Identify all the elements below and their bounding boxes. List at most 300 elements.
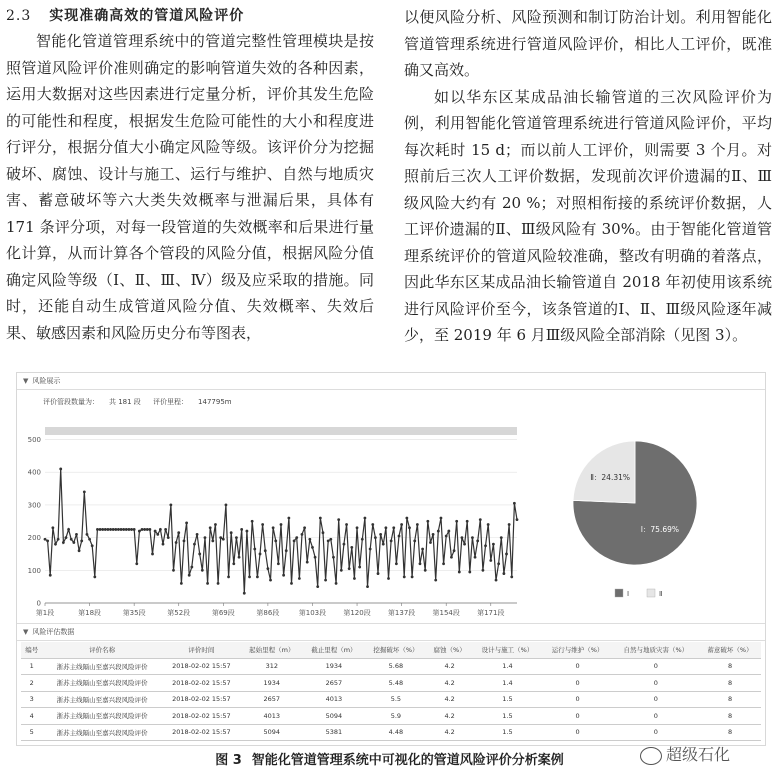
data-point [225, 504, 228, 507]
data-point [497, 562, 500, 565]
x-tick-label: 第120段 [343, 609, 371, 617]
mileage-label: 评价里程： [153, 398, 189, 406]
table-cell: 5.68 [365, 658, 427, 675]
data-point [256, 575, 259, 578]
x-tick-label: 第86段 [256, 609, 280, 617]
data-point [392, 526, 395, 529]
table-cell: 4.2 [427, 658, 473, 675]
data-point [193, 543, 196, 546]
mileage: 147795m [198, 398, 232, 406]
data-point [138, 530, 141, 533]
section-heading [6, 4, 374, 28]
data-point [364, 517, 367, 520]
risk-score-series-line [45, 469, 517, 593]
legend-label: Ⅱ [659, 590, 663, 598]
table-header-cell: 蓄意破坏（%） [699, 642, 761, 658]
data-point [421, 548, 424, 551]
data-point [458, 571, 461, 574]
data-point [269, 579, 272, 582]
data-point [319, 517, 322, 520]
data-point [238, 556, 241, 559]
body-paragraph: 如以华东区某成品油长输管道的三次风险评价为例，利用智能化管道管理系统进行管道风险评价，平均每次耗时 15 d；而以前人工评价，则需要 3 个月。对照前后三次人工评价数据，发现前次评价遗漏的Ⅱ、Ⅲ级风险大约有 20 %；对照相衔接的系统评价数据，人工评价遗漏的Ⅱ、Ⅲ级风险有 30%。由于智能化管道管理系统评价的管道风险较准确，整改有明确的着落点，因此华东区某成品油长输管道自 2018 年初使用该系统进行风险评价至今，该条管道的Ⅰ、Ⅱ、Ⅲ级风险逐年减少，至 2019 年 6 月Ⅲ级风险全部消除（见图 3）。 [404, 87, 772, 344]
table-cell: 4.48 [365, 724, 427, 741]
data-point [272, 526, 275, 529]
data-point [107, 528, 110, 531]
data-point [353, 577, 356, 580]
data-point [148, 528, 151, 531]
x-tick-label: 第18段 [78, 609, 102, 617]
data-point [340, 569, 343, 572]
data-point [120, 528, 123, 531]
data-point [361, 538, 364, 541]
data-point [358, 566, 361, 569]
table-cell: 8 [699, 691, 761, 708]
data-point [274, 539, 277, 542]
data-point [437, 530, 440, 533]
data-point [80, 539, 83, 542]
data-point [395, 562, 398, 565]
data-point [248, 575, 251, 578]
risk-data-table [21, 642, 761, 741]
data-point [466, 520, 469, 523]
table-cell: 0 [613, 724, 699, 741]
table-cell: 2018-02-02 15:57 [162, 675, 241, 692]
data-point [57, 538, 60, 541]
data-point [190, 566, 193, 569]
watermark-text: 超级石化 [666, 745, 731, 764]
data-point [445, 535, 448, 538]
data-point [251, 520, 254, 523]
data-point [424, 569, 427, 572]
data-point [492, 543, 495, 546]
table-header-cell: 编号 [21, 642, 42, 658]
table-header-cell: 评价名称 [42, 642, 162, 658]
data-point [154, 530, 157, 533]
table-cell: 1.4 [472, 675, 542, 692]
table-cell: 1.5 [472, 691, 542, 708]
data-point [345, 523, 348, 526]
table-header-cell: 挖掘破坏（%） [365, 642, 427, 658]
data-point [175, 541, 178, 544]
table-header-cell: 设计与施工（%） [472, 642, 542, 658]
data-point [164, 528, 167, 531]
data-point [169, 504, 172, 507]
data-point [162, 543, 165, 546]
table-cell: 0 [543, 691, 613, 708]
table-cell: 8 [699, 724, 761, 741]
data-point [177, 531, 180, 534]
table-cell: 8 [699, 675, 761, 692]
table-cell: 4.2 [427, 691, 473, 708]
overview-band [45, 427, 517, 435]
y-tick-label: 300 [27, 501, 41, 510]
table-header-cell: 起始里程（m） [241, 642, 303, 658]
data-point [306, 561, 309, 564]
data-point [222, 538, 225, 541]
data-point [516, 518, 519, 521]
data-point [219, 536, 222, 539]
data-point [54, 543, 57, 546]
table-cell: 0 [543, 708, 613, 725]
data-point [143, 528, 146, 531]
segment-count: 共 181 段 [109, 398, 141, 406]
data-point [88, 538, 91, 541]
data-point [72, 541, 75, 544]
table-cell: 4 [21, 708, 42, 725]
data-point [185, 522, 188, 525]
table-row[interactable] [21, 691, 761, 708]
data-point [230, 531, 233, 534]
data-point [510, 575, 513, 578]
data-point [282, 574, 285, 577]
data-point [419, 562, 422, 565]
data-point [453, 549, 456, 552]
data-point [188, 574, 191, 577]
risk-data-panel [17, 623, 765, 743]
table-cell: 浙苏主线隔山至嘉兴段风险评价 [42, 691, 162, 708]
figure-3 [16, 372, 766, 746]
data-point [513, 502, 516, 505]
data-point [348, 567, 351, 570]
data-point [390, 539, 393, 542]
table-cell: 1.4 [472, 658, 542, 675]
data-point [96, 528, 99, 531]
data-point [301, 533, 304, 536]
legend-swatch [615, 589, 623, 597]
y-tick-label: 100 [27, 566, 41, 575]
data-point [463, 543, 466, 546]
data-point [468, 571, 471, 574]
y-tick-label: 200 [27, 534, 41, 543]
table-header-cell: 自然与地质灾害（%） [613, 642, 699, 658]
data-point [243, 592, 246, 595]
watermark [640, 742, 730, 765]
table-cell: 5.5 [365, 691, 427, 708]
x-tick-label: 第154段 [432, 609, 460, 617]
table-cell: 2018-02-02 15:57 [162, 658, 241, 675]
data-point [156, 533, 159, 536]
data-point [335, 582, 338, 585]
table-cell: 浙苏主线隔山至嘉兴段风险评价 [42, 724, 162, 741]
data-point [405, 517, 408, 520]
data-point [484, 544, 487, 547]
table-cell: 浙苏主线隔山至嘉兴段风险评价 [42, 658, 162, 675]
data-point [93, 575, 96, 578]
data-point [44, 538, 47, 541]
data-point [350, 546, 353, 549]
data-point [206, 582, 209, 585]
data-point [277, 562, 280, 565]
data-point [408, 526, 411, 529]
data-point [117, 528, 120, 531]
data-point [332, 556, 335, 559]
data-point [135, 562, 138, 565]
table-cell: 4.2 [427, 724, 473, 741]
table-row[interactable] [21, 724, 761, 741]
data-point [487, 523, 490, 526]
data-point [122, 528, 125, 531]
data-point [476, 539, 479, 542]
data-point [308, 538, 311, 541]
data-point [479, 518, 482, 521]
table-cell: 5.9 [365, 708, 427, 725]
table-cell: 2018-02-02 15:57 [162, 691, 241, 708]
data-point [455, 520, 458, 523]
data-point [99, 528, 102, 531]
data-point [403, 575, 406, 578]
data-point [59, 468, 62, 471]
data-point [329, 538, 332, 541]
data-point [508, 523, 511, 526]
data-point [133, 528, 136, 531]
segment-count-label: 评价管段数量为： [43, 398, 99, 406]
table-cell: 4.2 [427, 675, 473, 692]
x-tick-label: 第137段 [387, 609, 416, 617]
data-point [285, 549, 288, 552]
data-point [253, 548, 256, 551]
table-cell: 0 [613, 658, 699, 675]
data-point [75, 533, 78, 536]
data-point [429, 541, 432, 544]
data-point [83, 490, 86, 493]
data-point [461, 536, 464, 539]
data-point [450, 556, 453, 559]
body-paragraph: 以便风险分析、风险预测和制订防治计划。利用智能化管道管理系统进行管道风险评价，相比人工评价，既准确又高效。 [404, 8, 772, 79]
data-point [398, 535, 401, 538]
table-header-cell: 评价时间 [162, 642, 241, 658]
table-cell: 5.48 [365, 675, 427, 692]
data-point [314, 556, 317, 559]
table-header-row [21, 642, 761, 658]
data-point [141, 528, 144, 531]
data-point [371, 523, 374, 526]
data-point [266, 567, 269, 570]
data-point [201, 569, 204, 572]
data-point [101, 528, 104, 531]
risk-level-pie-chart [565, 413, 765, 623]
table-cell: 浙苏主线隔山至嘉兴段风险评价 [42, 675, 162, 692]
x-tick-label: 第103段 [298, 609, 327, 617]
data-point [366, 585, 369, 588]
table-cell: 2657 [241, 691, 303, 708]
data-point [240, 528, 243, 531]
table-cell: 312 [241, 658, 303, 675]
data-point [51, 526, 54, 529]
data-point [259, 553, 262, 556]
y-tick-label: 400 [27, 468, 41, 477]
x-tick-label: 第52段 [167, 609, 191, 617]
risk-score-line-chart [17, 413, 537, 623]
data-point [261, 523, 264, 526]
data-point [377, 572, 380, 575]
table-cell: 0 [543, 675, 613, 692]
data-point [287, 517, 290, 520]
data-point [198, 553, 201, 556]
table-cell: 5 [21, 724, 42, 741]
table-cell: 1.5 [472, 724, 542, 741]
data-point [49, 574, 52, 577]
data-point [114, 528, 117, 531]
data-point [246, 530, 249, 533]
data-point [387, 577, 390, 580]
x-tick-label: 第1段 [35, 609, 55, 617]
data-point [502, 572, 505, 575]
section-title: 实现准确高效的管道风险评价 [49, 8, 245, 24]
table-cell: 0 [613, 691, 699, 708]
table-cell: 2 [21, 675, 42, 692]
data-point [86, 533, 89, 536]
data-point [130, 528, 133, 531]
data-point [172, 569, 175, 572]
data-point [65, 536, 68, 539]
data-point [500, 536, 503, 539]
data-point [196, 533, 199, 536]
data-point [426, 520, 429, 523]
data-point [217, 582, 220, 585]
data-point [316, 585, 319, 588]
y-tick-label: 500 [27, 436, 41, 445]
data-point [109, 528, 112, 531]
wechat-icon [640, 747, 662, 765]
data-point [495, 579, 498, 582]
table-header-cell: 截止里程（m） [303, 642, 365, 658]
pie-slice-label: Ⅰ：75.69% [640, 524, 680, 534]
data-point [280, 523, 283, 526]
data-point [337, 518, 340, 521]
data-point [482, 569, 485, 572]
data-point [411, 575, 414, 578]
x-tick-label: 第69段 [211, 609, 235, 617]
table-cell: 8 [699, 708, 761, 725]
data-point [384, 526, 387, 529]
risk-display-panel-header [17, 373, 765, 390]
data-point [434, 579, 437, 582]
data-point [290, 582, 293, 585]
table-cell: 浙苏主线隔山至嘉兴段风险评价 [42, 708, 162, 725]
right-column [404, 4, 772, 349]
risk-data-panel-header [17, 623, 765, 641]
table-cell: 0 [613, 675, 699, 692]
data-point [474, 556, 477, 559]
data-point [298, 577, 301, 580]
collapse-triangle-icon[interactable]: ▼ [23, 628, 29, 636]
legend-label: Ⅰ [627, 590, 630, 598]
data-point [227, 575, 230, 578]
pie-slice-label: Ⅱ：24.31% [590, 473, 631, 483]
collapse-triangle-icon[interactable]: ▼ [23, 377, 29, 385]
table-row[interactable] [21, 708, 761, 725]
table-header-cell: 腐蚀（%） [427, 642, 473, 658]
table-cell: 5381 [303, 724, 365, 741]
data-point [343, 543, 346, 546]
data-point [311, 546, 314, 549]
table-cell: 8 [699, 658, 761, 675]
data-point [327, 539, 330, 542]
data-point [167, 536, 170, 539]
data-point [379, 533, 382, 536]
data-point [489, 559, 492, 562]
data-point [303, 526, 306, 529]
data-point [146, 528, 149, 531]
data-point [209, 526, 212, 529]
left-column [6, 4, 374, 346]
data-point [447, 530, 450, 533]
table-cell: 4013 [241, 708, 303, 725]
data-point [235, 536, 238, 539]
table-cell: 1934 [303, 658, 365, 675]
data-point [211, 539, 214, 542]
table-cell: 1 [21, 658, 42, 675]
table-cell: 0 [543, 658, 613, 675]
data-point [104, 528, 107, 531]
data-point [324, 579, 327, 582]
body-paragraph: 智能化管道管理系统中的管道完整性管理模块是按照管道风险评价准则确定的影响管道失效的各种因素，运用大数据对这些因素进行定量分析，评价其发生危险的可能性和程度，根据发生危险可能性的大小和程度进行评分，根据分值大小确定风险等级。该评价分为挖掘破坏、腐蚀、设计与施工、运行与维护、自然与地质灾害、蓄意破坏等六大类失效概率与泄漏后果，具体有 171 条评分项，对每一段管道的失效概率和后果进行量化计算，从而计算各个管段的风险分值，根据风险分值确定风险等级（Ⅰ、Ⅱ、Ⅲ、Ⅳ）级及应采取的措施。同时，还能自动生成管道风险分值、失效概率、失效后果、敏感因素和风险历史分布等图表， [6, 32, 374, 342]
x-tick-label: 第171段 [477, 609, 505, 617]
section-number: 2.3 [6, 8, 32, 24]
table-cell: 1934 [241, 675, 303, 692]
table-header-cell: 运行与维护（%） [543, 642, 613, 658]
data-point [264, 549, 267, 552]
data-point [91, 544, 94, 547]
table-cell: 4.2 [427, 708, 473, 725]
data-point [204, 536, 207, 539]
table-cell: 0 [613, 708, 699, 725]
data-point [432, 533, 435, 536]
chart-area [17, 413, 765, 623]
evaluation-summary [43, 397, 242, 407]
table-cell: 2018-02-02 15:57 [162, 708, 241, 725]
table-cell: 1.5 [472, 708, 542, 725]
data-point [369, 548, 372, 551]
data-point [442, 562, 445, 565]
pie-slice-2 [573, 441, 635, 503]
data-point [183, 539, 186, 542]
data-point [471, 536, 474, 539]
data-point [112, 528, 115, 531]
x-tick-label: 第35段 [122, 609, 146, 617]
panel-title: 风险展示 [32, 377, 61, 385]
data-point [356, 526, 359, 529]
data-point [70, 538, 73, 541]
table-cell: 5094 [241, 724, 303, 741]
table-cell: 2018-02-02 15:57 [162, 724, 241, 741]
data-point [125, 528, 128, 531]
data-point [214, 523, 217, 526]
data-point [67, 528, 70, 531]
table-row[interactable] [21, 658, 761, 675]
data-point [151, 553, 154, 556]
panel-title: 风险评估数据 [32, 628, 75, 636]
table-cell: 3 [21, 691, 42, 708]
y-tick-label: 0 [36, 599, 41, 608]
table-row[interactable] [21, 675, 761, 692]
data-point [322, 531, 325, 534]
caption-text: 智能化管道管理系统中可视化的管道风险评价分析案例 [251, 753, 564, 768]
data-point [78, 549, 81, 552]
data-point [374, 536, 377, 539]
table-cell: 5094 [303, 708, 365, 725]
data-point [159, 528, 162, 531]
caption-number: 图 3 [215, 753, 242, 768]
table-cell: 2657 [303, 675, 365, 692]
data-point [295, 536, 298, 539]
data-point [46, 539, 49, 542]
data-point [232, 562, 235, 565]
data-point [413, 539, 416, 542]
data-point [62, 541, 65, 544]
data-point [440, 517, 443, 520]
data-point [180, 582, 183, 585]
